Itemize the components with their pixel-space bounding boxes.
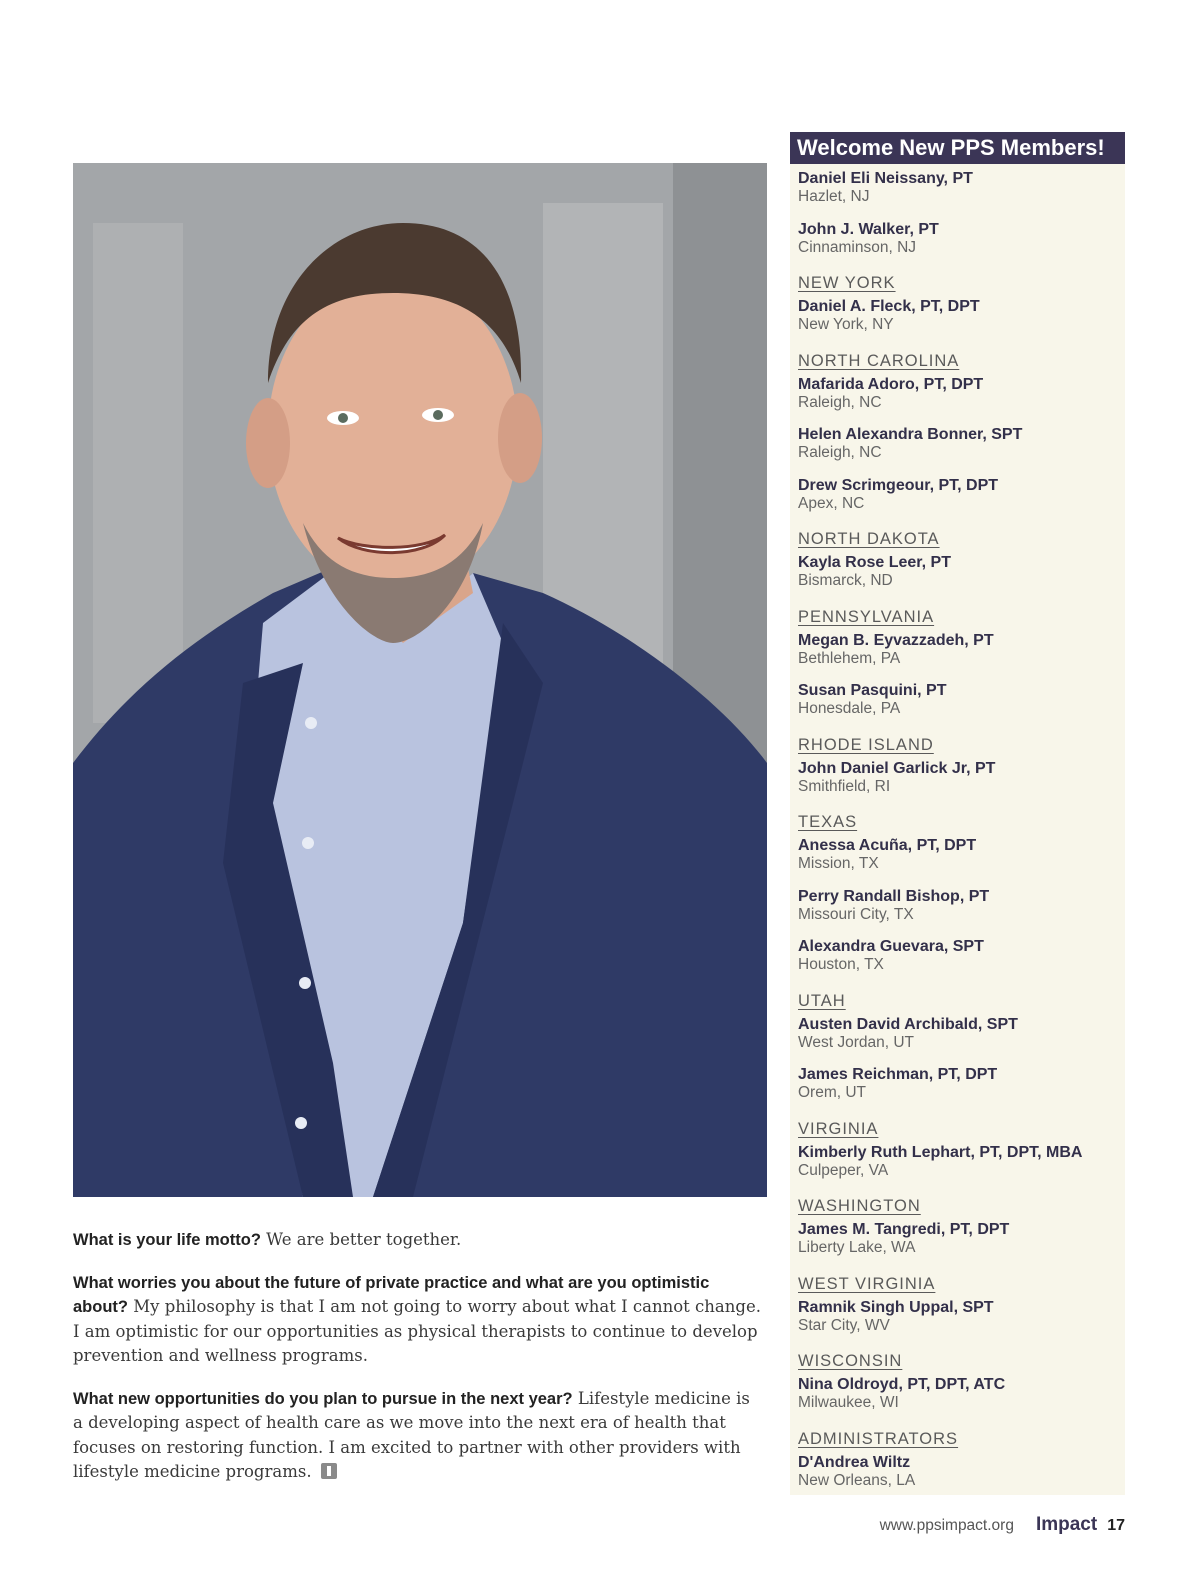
qa-item (73, 1271, 763, 1369)
state-heading: NEW YORK (798, 274, 896, 292)
state-heading: VIRGINIA (798, 1119, 879, 1138)
question: What new opportunities do you plan to pursue in the next year? (73, 1389, 573, 1408)
question: What is your life motto? (73, 1231, 261, 1249)
member-location: Cinnaminson, NJ (798, 238, 917, 256)
state-heading: ADMINISTRATORS (798, 1429, 959, 1448)
member-location: Honesdale, PA (798, 700, 901, 717)
member-name: John J. Walker, PT (798, 220, 939, 238)
member-name: John Daniel Garlick Jr, PT (798, 759, 996, 777)
state-heading: PENNSYLVANIA (798, 607, 935, 626)
answer: Lifestyle medicine is a developing aspect of health care as we move into the next era of health that focuses on restoring function. I am excited to partner with other providers with lifestyle medicine programs. (73, 1388, 750, 1481)
answer: We are better together. (266, 1230, 462, 1249)
member-location: Milwaukee, WI (798, 1394, 899, 1411)
member-name: D'Andrea Wiltz (798, 1453, 911, 1471)
member-location: Orem, UT (798, 1084, 867, 1101)
answer: My philosophy is that I am not going to worry about what I cannot change. I am optimistic for our opportunities as physical therapists to continue to develop prevention and wellness programs. (73, 1297, 761, 1365)
member-name: Daniel A. Fleck, PT, DPT (798, 298, 980, 315)
portrait-photo (73, 163, 767, 1197)
member-location: Mission, TX (798, 855, 879, 872)
portrait-illustration (73, 163, 767, 1197)
member-name: Helen Alexandra Bonner, SPT (798, 426, 1023, 443)
member-location: Star City, WV (798, 1316, 890, 1334)
footer-url: www.ppsimpact.org (879, 1517, 1014, 1534)
state-heading: WEST VIRGINIA (798, 1274, 936, 1293)
member-location: New Orleans, LA (798, 1471, 916, 1489)
member-name: Kayla Rose Leer, PT (798, 554, 951, 571)
state-heading: WISCONSIN (798, 1352, 903, 1370)
member-name: Alexandra Guevara, SPT (798, 938, 984, 955)
end-mark-icon (321, 1463, 337, 1479)
member-location: Culpeper, VA (798, 1161, 889, 1179)
member-name: Mafarida Adoro, PT, DPT (798, 375, 984, 393)
member-name: Susan Pasquini, PT (798, 682, 947, 699)
member-location: Apex, NC (798, 494, 865, 512)
state-heading: NORTH DAKOTA (798, 530, 940, 548)
state-heading: UTAH (798, 991, 846, 1010)
magazine-name: Impact (1035, 1514, 1098, 1535)
state-heading: WASHINGTON (798, 1197, 921, 1215)
member-name: Daniel Eli Neissany, PT (798, 170, 973, 187)
page-footer (880, 1514, 1125, 1538)
member-name: Megan B. Eyvazzadeh, PT (798, 631, 994, 649)
member-name: Drew Scrimgeour, PT, DPT (798, 476, 999, 494)
page-number: 17 (1107, 1517, 1125, 1534)
member-location: Smithfield, RI (798, 777, 891, 795)
member-location: Hazlet, NJ (798, 188, 870, 205)
member-name: Perry Randall Bishop, PT (798, 887, 990, 905)
member-name: Austen David Archibald, SPT (798, 1015, 1018, 1033)
member-name: Nina Oldroyd, PT, DPT, ATC (798, 1376, 1006, 1393)
member-location: Liberty Lake, WA (798, 1239, 916, 1256)
member-location: Missouri City, TX (798, 905, 914, 923)
member-location: Bethlehem, PA (798, 649, 901, 667)
new-members-sidebar (790, 132, 1125, 1495)
member-location: West Jordan, UT (798, 1033, 915, 1051)
sidebar-title: Welcome New PPS Members! (790, 132, 1125, 164)
member-location: New York, NY (798, 316, 894, 333)
member-location: Raleigh, NC (798, 393, 882, 411)
qa-item (73, 1228, 763, 1253)
member-name: Anessa Acuña, PT, DPT (798, 837, 977, 854)
member-name: James Reichman, PT, DPT (798, 1066, 998, 1083)
qa-item (73, 1387, 763, 1485)
member-location: Raleigh, NC (798, 444, 882, 461)
member-name: Kimberly Ruth Lephart, PT, DPT, MBA (798, 1143, 1083, 1161)
question: What worries you about the future of private practice and what are you optimistic about? (73, 1273, 710, 1316)
member-name: James M. Tangredi, PT, DPT (798, 1221, 1010, 1238)
state-heading: TEXAS (798, 813, 858, 831)
state-heading: NORTH CAROLINA (798, 351, 960, 370)
member-name: Ramnik Singh Uppal, SPT (798, 1298, 994, 1316)
qa-section (73, 1228, 763, 1503)
member-location: Houston, TX (798, 956, 884, 973)
member-location: Bismarck, ND (798, 572, 893, 589)
state-heading: RHODE ISLAND (798, 735, 934, 754)
